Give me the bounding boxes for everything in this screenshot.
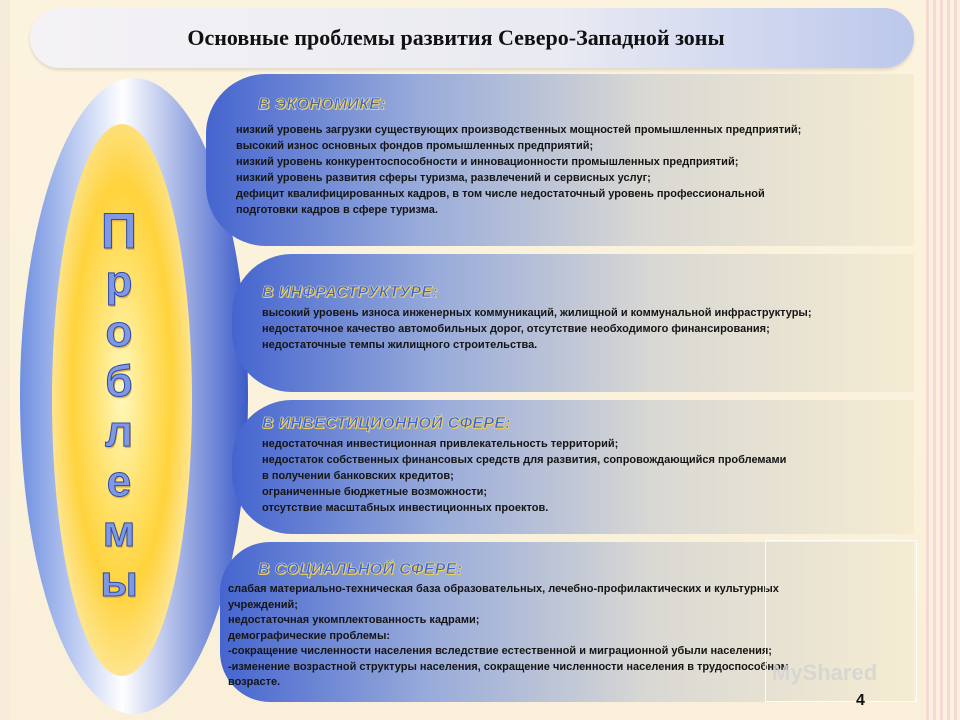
letter: П [101, 203, 137, 259]
slide-title: Основные проблемы развития Северо-Западной зоны [187, 25, 725, 50]
decorative-stripes [926, 0, 960, 720]
list-item: низкий уровень конкурентоспособности и инновационности промышленных предприятий; [236, 156, 739, 168]
list-item: демографические проблемы: [228, 629, 391, 642]
list-item: недостаточная укомплектованность кадрами; [228, 614, 480, 626]
investment-panel [232, 400, 914, 534]
letter: м [102, 507, 136, 556]
letter: о [105, 307, 133, 356]
page-number: 4 [856, 692, 865, 709]
vertical-word-problems [89, 205, 149, 607]
infrastructure-list [262, 305, 812, 353]
investment-list [262, 436, 786, 516]
list-item: недостаток собственных финансовых средств для развития, сопровождающийся проблемами [262, 454, 787, 466]
list-item: возрасте. [228, 676, 281, 688]
investment-heading: В ИНВЕСТИЦИОННОЙ СФЕРЕ: [262, 415, 511, 432]
letter: л [105, 407, 133, 456]
list-item: недостаточные темпы жилищного строительства. [262, 339, 538, 351]
title-bar [30, 8, 914, 68]
list-item: слабая материально-техническая база образовательных, лечебно-профилактических и культурных [228, 583, 779, 595]
list-item: недостаточное качество автомобильных дорог, отсутствие необходимого финансирования; [262, 323, 770, 335]
letter: е [106, 457, 132, 506]
list-item: в получении банковских кредитов; [262, 470, 454, 482]
letter: б [105, 357, 133, 406]
list-item: учреждений; [228, 598, 298, 611]
list-item: -изменение возрастной структуры населения, сокращение численности населения в трудоспособном [228, 660, 789, 673]
list-item: низкий уровень загрузки существующих производственных мощностей промышленных предприятий; [236, 124, 802, 136]
list-item: подготовки кадров в сфере туризма. [236, 204, 438, 216]
list-item: -сокращение численности населения вследствие естественной и миграционной убыли населения; [228, 645, 772, 657]
letter: ы [100, 557, 138, 606]
infrastructure-panel [232, 254, 914, 392]
watermark: MyShared [772, 660, 878, 685]
list-item: недостаточная инвестиционная привлекательность территорий; [262, 438, 619, 450]
economy-panel [206, 74, 914, 246]
list-item: низкий уровень развития сферы туризма, развлечений и сервисных услуг; [236, 172, 651, 184]
letter: р [105, 257, 133, 306]
social-heading: В СОЦИАЛЬНОЙ СФЕРЕ: [258, 561, 463, 578]
list-item: дефицит квалифицированных кадров, в том числе недостаточный уровень профессиональной [236, 188, 765, 200]
infrastructure-heading: В ИНФРАСТРУКТУРЕ: [262, 284, 439, 301]
list-item: ограниченные бюджетные возможности; [262, 486, 488, 498]
economy-heading: В ЭКОНОМИКЕ: [258, 96, 386, 113]
list-item: высокий износ основных фондов промышленных предприятий; [236, 140, 594, 152]
economy-list [236, 122, 801, 218]
social-list [228, 582, 789, 691]
list-item: высокий уровень износа инженерных коммуникаций, жилищной и коммунальной инфраструктуры; [262, 307, 812, 319]
list-item: отсутствие масштабных инвестиционных проектов. [262, 502, 549, 514]
